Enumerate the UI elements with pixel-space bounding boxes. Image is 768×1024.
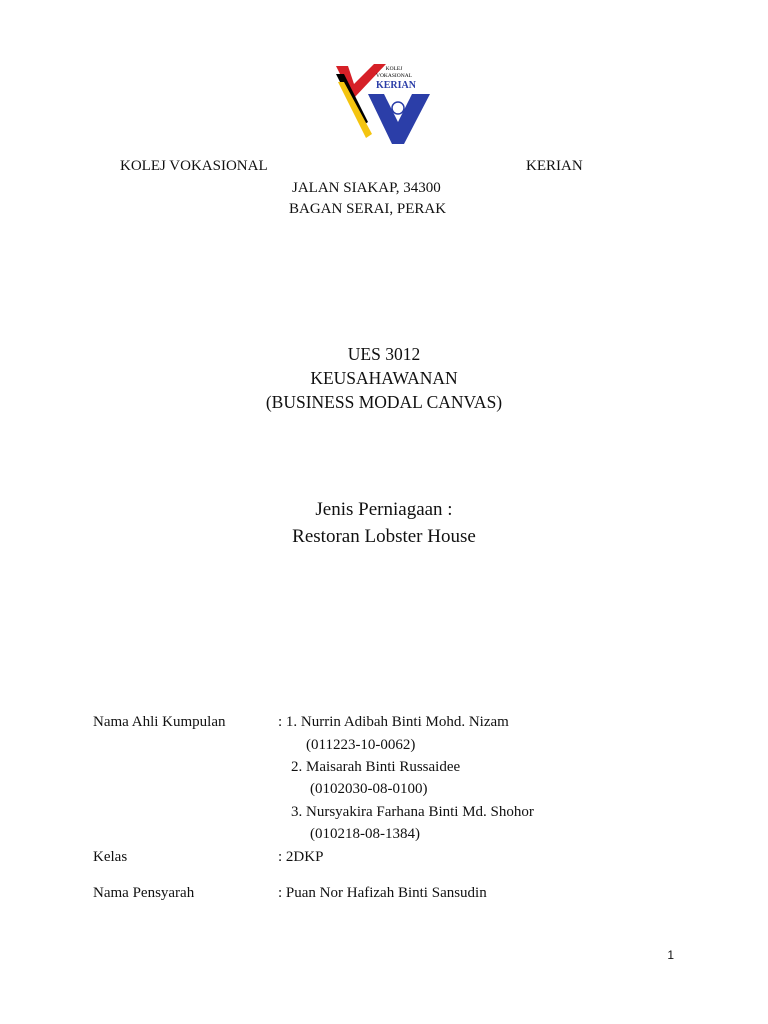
college-name-left: KOLEJ VOKASIONAL bbox=[120, 158, 268, 174]
member-2 bbox=[291, 759, 460, 776]
member-1-id: (011223-10-0062) bbox=[306, 737, 416, 753]
lecturer-value: : Puan Nor Hafizah Binti Sansudin bbox=[278, 885, 487, 901]
member-2-name: Maisarah Binti Russaidee bbox=[306, 759, 461, 775]
address-line-2: BAGAN SERAI, PERAK bbox=[289, 201, 447, 217]
member-3-id: (010218-08-1384) bbox=[310, 826, 420, 842]
class-value: : 2DKP bbox=[278, 849, 324, 865]
course-code: UES 3012 bbox=[347, 344, 421, 364]
member-2-id: (0102030-08-0100) bbox=[310, 781, 428, 797]
course-subtitle: (BUSINESS MODAL CANVAS) bbox=[265, 392, 503, 412]
business-label: Jenis Perniagaan : bbox=[315, 499, 453, 520]
member-1-name: Nurrin Adibah Binti Mohd. Nizam bbox=[300, 714, 509, 730]
college-name-right: KERIAN bbox=[526, 158, 583, 174]
member-3-prefix: 3. bbox=[291, 804, 303, 820]
member-3-name: Nursyakira Farhana Binti Md. Shohor bbox=[306, 804, 534, 820]
college-logo-graphic bbox=[334, 60, 434, 150]
member-2-prefix: 2. bbox=[291, 759, 303, 775]
member-1 bbox=[278, 714, 509, 731]
college-logo bbox=[334, 60, 434, 150]
member-3 bbox=[291, 804, 534, 821]
lecturer-label: Nama Pensyarah bbox=[93, 885, 195, 901]
logo-text-line1: KOLEJ bbox=[385, 66, 403, 72]
member-1-prefix: : 1. bbox=[278, 714, 298, 730]
address-line-1: JALAN SIAKAP, 34300 bbox=[292, 180, 441, 196]
logo-text-line2: VOKASIONAL bbox=[375, 73, 413, 79]
course-name: KEUSAHAWANAN bbox=[310, 368, 458, 388]
logo-text-line3: KERIAN bbox=[375, 80, 417, 91]
business-name: Restoran Lobster House bbox=[292, 526, 476, 547]
members-label: Nama Ahli Kumpulan bbox=[93, 714, 226, 730]
page-number: 1 bbox=[667, 948, 674, 962]
class-label: Kelas bbox=[93, 849, 128, 865]
